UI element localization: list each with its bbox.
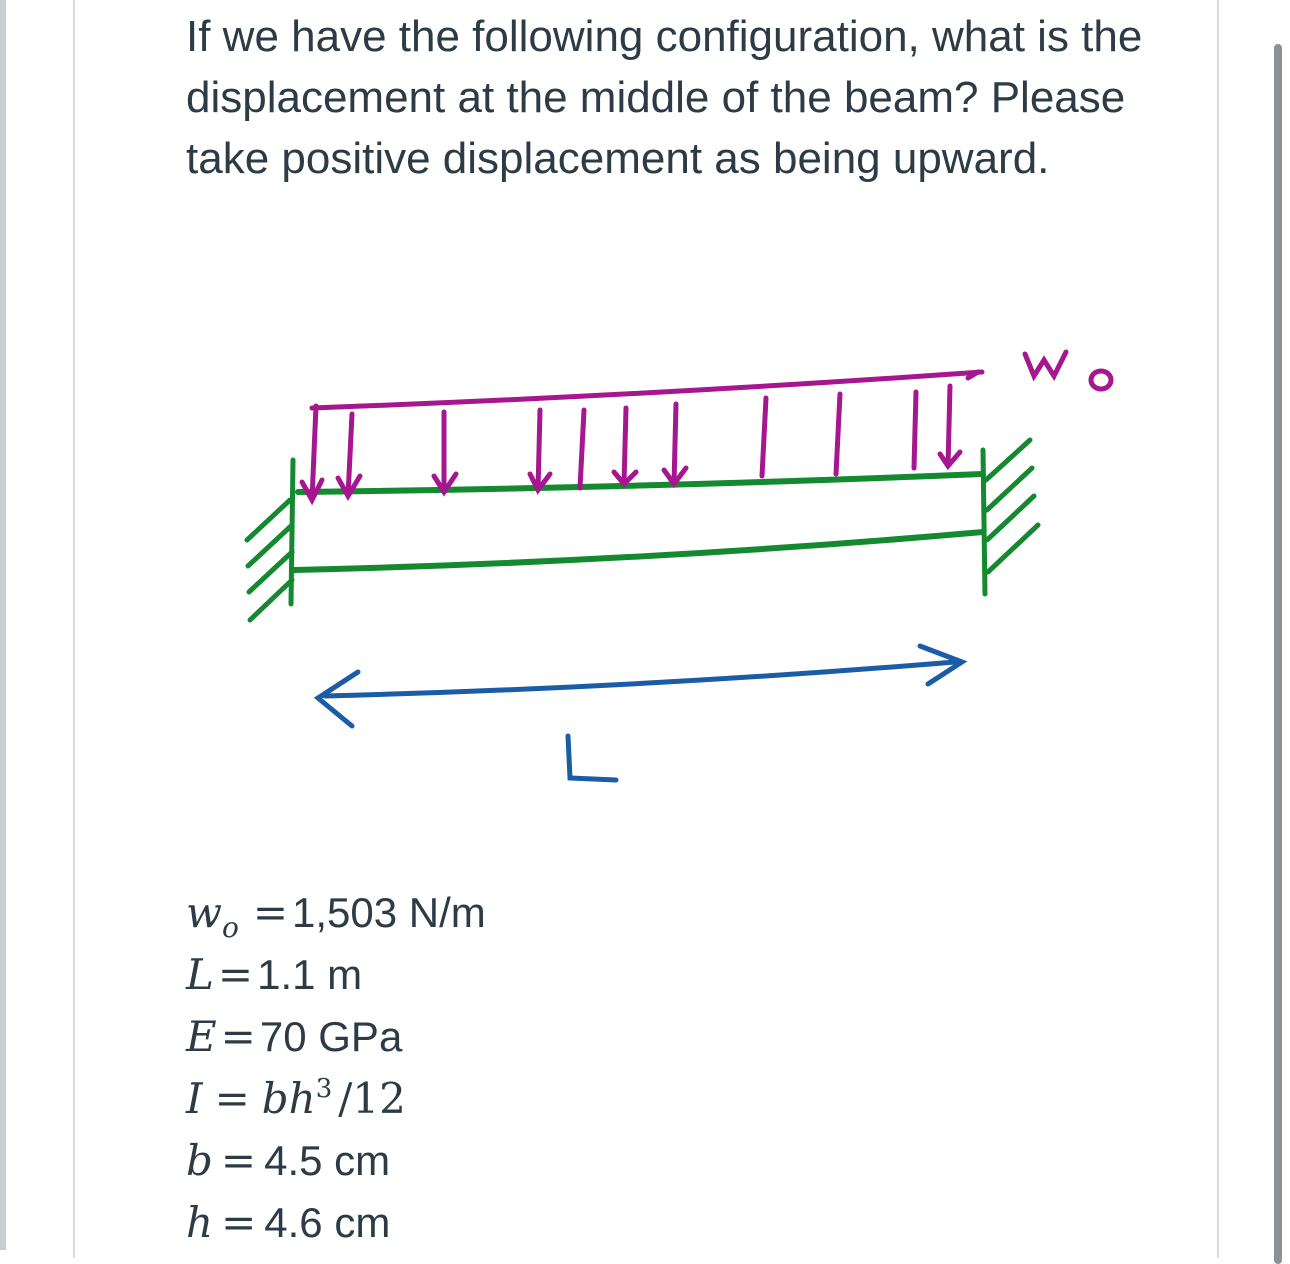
param-b-symbol: b: [186, 1136, 213, 1185]
right-fixed-support: [983, 440, 1038, 594]
param-b-equals: =: [220, 1136, 257, 1185]
param-wo: [186, 888, 486, 950]
param-b: [186, 1136, 486, 1198]
question-text: If we have the following configuration, what is the displacement at the middle of the beam? Please take positive displacement as being upward.: [186, 12, 1143, 183]
param-wo-symbol: w: [186, 888, 222, 937]
param-L-value: 1.1 m: [257, 951, 363, 998]
given-parameters: [186, 888, 486, 1260]
scrollbar[interactable]: [1272, 0, 1290, 1250]
param-I-symbol: I: [186, 1074, 203, 1123]
param-h-equals: =: [221, 1198, 257, 1247]
param-I-exponent: 3: [315, 1074, 333, 1104]
param-I-expr: bh: [261, 1074, 316, 1123]
left-fixed-support: [247, 460, 293, 620]
span-dimension-line: [318, 646, 962, 726]
param-I-equals: =: [214, 1074, 250, 1123]
param-wo-value: 1,503 N/m: [292, 889, 486, 936]
param-h-value: 4.6 cm: [264, 1199, 391, 1246]
beam-diagram: [230, 320, 1130, 790]
param-h: [186, 1198, 486, 1260]
param-L: [186, 950, 486, 1012]
window-left-edge: [0, 0, 6, 1250]
param-I-divisor: /12: [338, 1074, 406, 1123]
param-I: [186, 1074, 486, 1136]
param-E-equals: =: [220, 1012, 256, 1061]
param-E-symbol: E: [186, 1012, 217, 1061]
param-b-value: 4.5 cm: [264, 1137, 391, 1184]
span-length-label: [568, 736, 616, 780]
param-L-symbol: L: [186, 950, 214, 999]
scrollbar-thumb[interactable]: [1274, 44, 1282, 1264]
param-L-equals: =: [217, 950, 254, 999]
param-wo-subscript: o: [221, 911, 239, 944]
param-h-symbol: h: [186, 1198, 214, 1247]
param-wo-equals: =: [252, 888, 289, 937]
beam: [294, 474, 983, 570]
param-E-value: 70 GPa: [259, 1013, 403, 1060]
param-E: [186, 1012, 486, 1074]
load-magnitude-label: [1025, 352, 1111, 389]
